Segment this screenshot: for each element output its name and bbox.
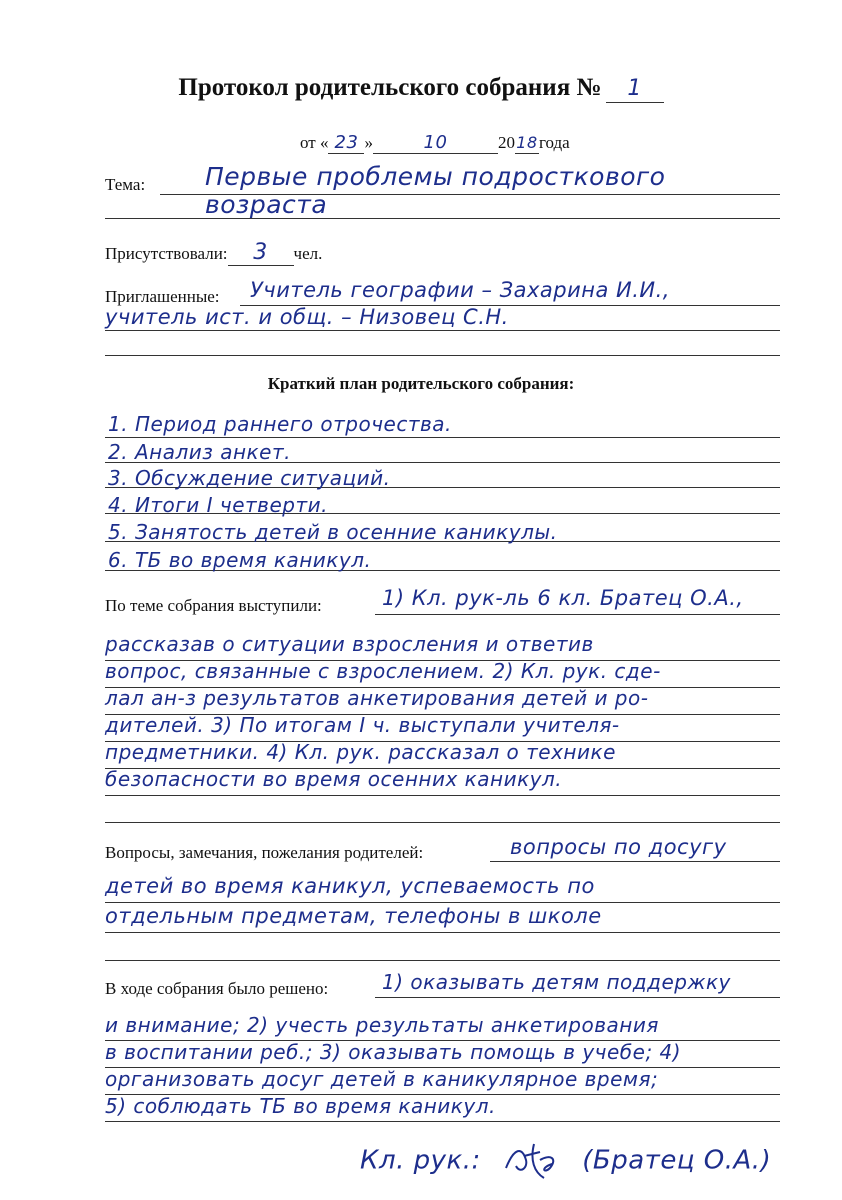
speakers-text-3: вопрос, связанные с взрослением. 2) Кл. рук. сде- bbox=[105, 659, 661, 683]
speakers-text-2: рассказав о ситуации взросления и ответив bbox=[105, 632, 594, 656]
speakers-text-1: 1) Кл. рук-ль 6 кл. Братец О.А., bbox=[382, 586, 744, 610]
decided-text-5: 5) соблюдать ТБ во время каникул. bbox=[105, 1094, 496, 1118]
attended-value: 3 bbox=[253, 240, 268, 265]
questions-text-1: вопросы по досугу bbox=[510, 835, 727, 859]
date-month-field bbox=[373, 132, 498, 154]
invited-label: Приглашенные: bbox=[105, 287, 220, 306]
speakers-line-8 bbox=[105, 822, 780, 823]
date-close-quote: » bbox=[364, 133, 373, 152]
decided-text-4: организовать досуг детей в каникулярное время; bbox=[105, 1067, 659, 1091]
invited-text-1: Учитель географии – Захарина И.И., bbox=[250, 278, 670, 302]
attended-unit: чел. bbox=[293, 244, 323, 263]
attended-row bbox=[105, 240, 322, 266]
date-suffix: года bbox=[538, 133, 570, 152]
signature-block bbox=[360, 1138, 771, 1184]
document-title bbox=[0, 74, 842, 103]
plan-item-6: 6. ТБ во время каникул. bbox=[108, 548, 372, 572]
invited-line-2 bbox=[105, 330, 780, 331]
date-prefix: от « bbox=[300, 133, 329, 152]
decided-label: В ходе собрания было решено: bbox=[105, 979, 329, 998]
speakers-text-4: лал ан-з результатов анкетирования детей и ро- bbox=[105, 686, 649, 710]
signature-name: (Братец О.А.) bbox=[582, 1145, 772, 1176]
decided-text-2: и внимание; 2) учесть результаты анкетирования bbox=[105, 1013, 659, 1037]
decided-line-5 bbox=[105, 1121, 780, 1122]
speakers-text-5: дителей. 3) По итогам I ч. выступали учителя- bbox=[105, 713, 620, 737]
date-century: 20 bbox=[497, 133, 515, 152]
signature-scribble-icon bbox=[500, 1138, 564, 1184]
signature-label: Кл. рук.: bbox=[360, 1145, 481, 1176]
date-row bbox=[300, 132, 570, 154]
questions-line-1 bbox=[490, 861, 780, 862]
attended-field bbox=[228, 240, 294, 266]
date-day: 23 bbox=[334, 132, 359, 153]
decided-line-1 bbox=[375, 997, 780, 998]
speakers-text-6: предметники. 4) Кл. рук. рассказал о технике bbox=[105, 740, 616, 764]
plan-item-2: 2. Анализ анкет. bbox=[108, 440, 291, 464]
speakers-line-1 bbox=[375, 614, 780, 615]
protocol-number: 1 bbox=[627, 76, 642, 101]
speakers-text-7: безопасности во время осенних каникул. bbox=[105, 767, 563, 791]
title-text: Протокол родительского собрания № bbox=[178, 74, 602, 101]
date-year: 18 bbox=[516, 133, 538, 152]
topic-text-2: возраста bbox=[205, 190, 328, 219]
plan-line-1 bbox=[105, 437, 780, 438]
invited-line-3 bbox=[105, 355, 780, 356]
topic-label: Тема: bbox=[105, 175, 146, 194]
questions-line-4 bbox=[105, 960, 780, 961]
plan-item-1: 1. Период раннего отрочества. bbox=[108, 412, 452, 436]
questions-text-2: детей во время каникул, успеваемость по bbox=[105, 874, 595, 898]
date-month: 10 bbox=[423, 132, 448, 153]
date-day-field bbox=[328, 132, 364, 154]
attended-label: Присутствовали: bbox=[105, 244, 228, 263]
questions-line-3 bbox=[105, 932, 780, 933]
questions-label: Вопросы, замечания, пожелания родителей: bbox=[105, 843, 424, 862]
topic-text-1: Первые проблемы подросткового bbox=[205, 162, 666, 191]
plan-item-4: 4. Итоги I четверти. bbox=[108, 493, 328, 517]
date-year-field bbox=[515, 133, 539, 154]
speakers-label: По теме собрания выступили: bbox=[105, 596, 322, 615]
questions-line-2 bbox=[105, 902, 780, 903]
questions-text-3: отдельным предметам, телефоны в школе bbox=[105, 904, 602, 928]
invited-text-2: учитель ист. и общ. – Низовец С.Н. bbox=[105, 305, 509, 329]
speakers-line-7 bbox=[105, 795, 780, 796]
protocol-number-field bbox=[606, 74, 664, 103]
plan-heading: Краткий план родительского собрания: bbox=[267, 374, 575, 393]
decided-text-1: 1) оказывать детям поддержку bbox=[382, 970, 731, 994]
plan-item-5: 5. Занятость детей в осенние каникулы. bbox=[108, 520, 558, 544]
decided-text-3: в воспитании реб.; 3) оказывать помощь в учебе; 4) bbox=[105, 1040, 682, 1064]
plan-item-3: 3. Обсуждение ситуаций. bbox=[108, 466, 391, 490]
